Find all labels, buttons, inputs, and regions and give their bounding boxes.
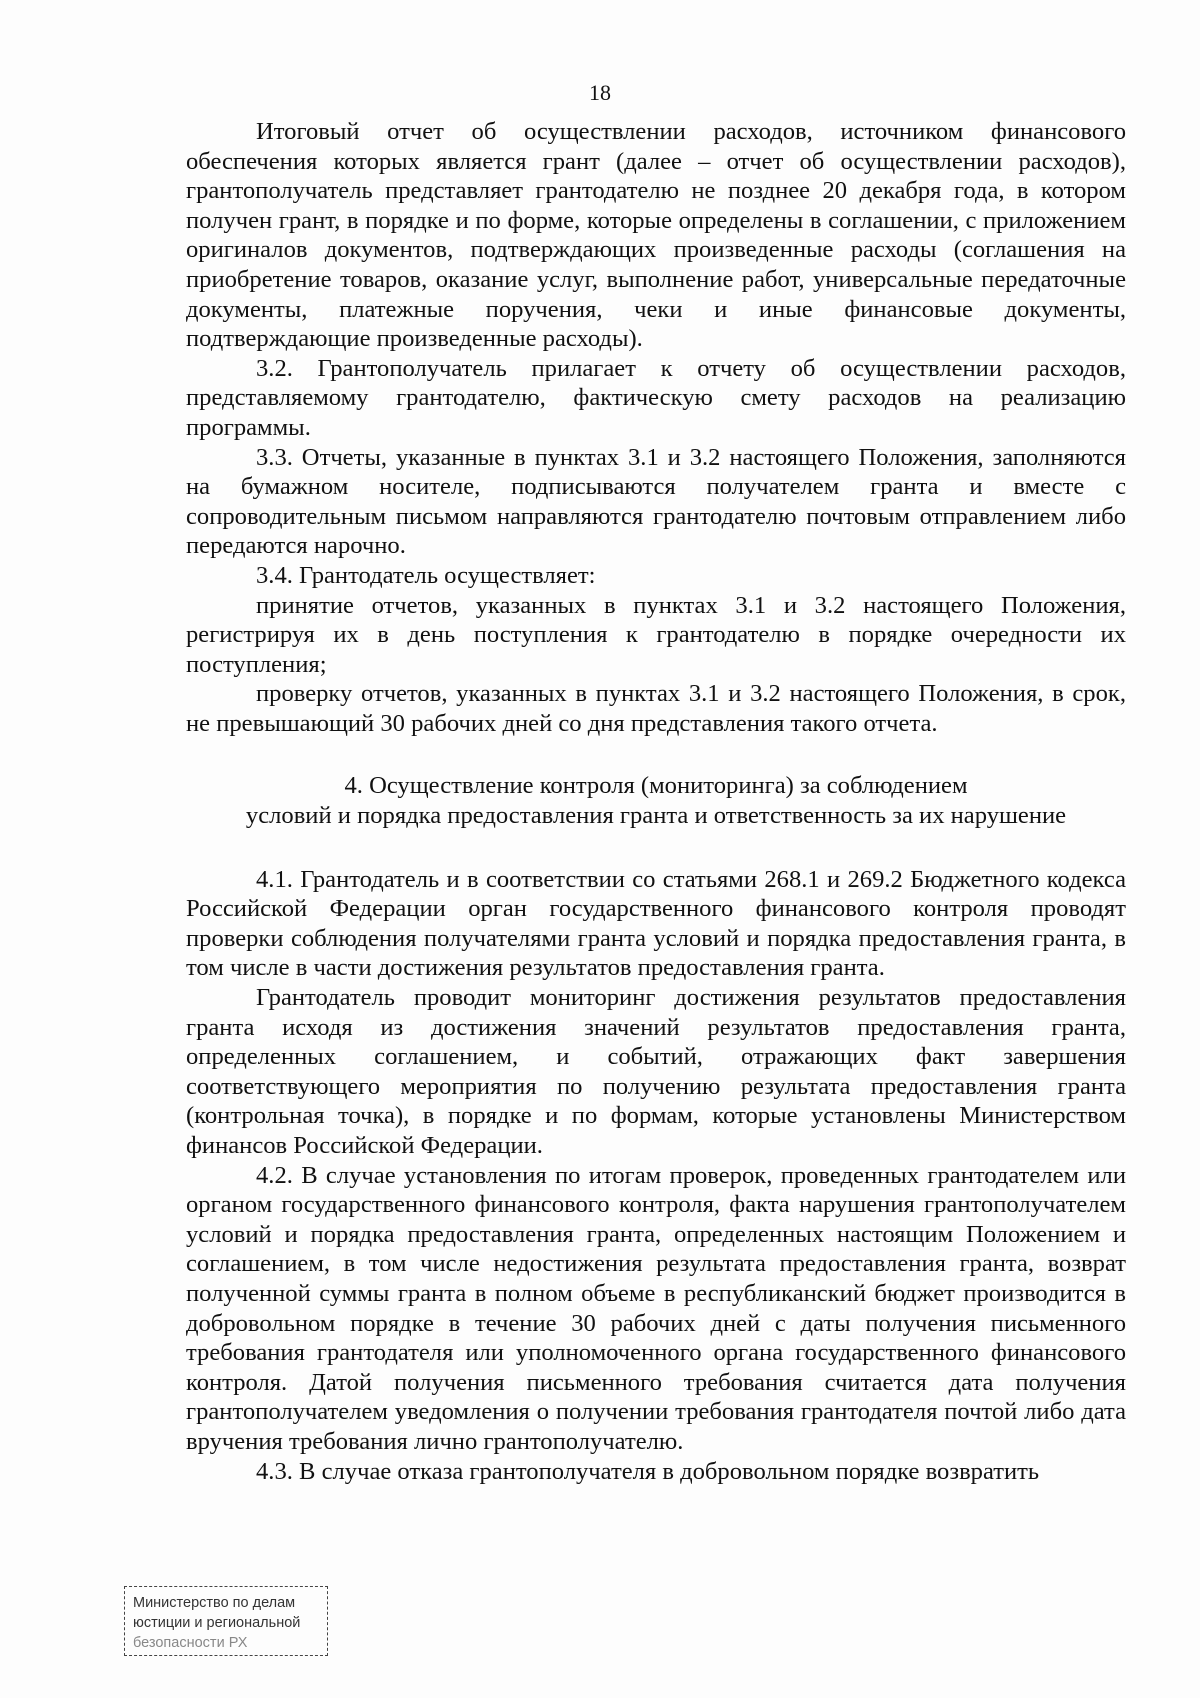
paragraph-monitoring: Грантодатель проводит мониторинг достижения результатов предоставления гранта исходя из достижения значений результатов предоставления гранта, определенных соглашением, и событий, отражающих факт завершения соответствующего мероприятия по получению результата предоставления гранта (контрольная точка), в порядке и по формам, которые установлены Министерством финансов Российской Федерации. — [186, 984, 1126, 1159]
ministry-stamp — [124, 1586, 328, 1656]
paragraph-4-1: 4.1. Грантодатель и в соответствии со статьями 268.1 и 269.2 Бюджетного кодекса Российской Федерации орган государственного финансового контроля проводят проверки соблюдения получателями гранта условий и порядка предоставления гранта, в том числе в части достижения результатов предоставления гранта. — [186, 865, 1126, 982]
stamp-line-1: Министерство по делам — [133, 1595, 296, 1611]
paragraph-3-4-acceptance: принятие отчетов, указанных в пунктах 3.1 и 3.2 настоящего Положения, регистрируя их в день поступления к грантодателю в порядке очередности их поступления; — [186, 591, 1126, 678]
section-heading-line-2: условий и порядка предоставления гранта и ответственность за их нарушение — [245, 802, 1067, 830]
paragraph-3-3: 3.3. Отчеты, указанные в пунктах 3.1 и 3.2 настоящего Положения, заполняются на бумажном носителе, подписываются получателем гранта и вместе с сопроводительным письмом направляются грантодателю почтовым отправлением либо передаются нарочно. — [186, 443, 1126, 560]
stamp-line-3: безопасности РХ — [133, 1635, 248, 1651]
stamp-line-2: юстиции и региональной — [133, 1615, 301, 1631]
paragraph-3-4: 3.4. Грантодатель осуществляет: — [256, 561, 596, 589]
section-heading-line-1: 4. Осуществление контроля (мониторинга) за соблюдением — [344, 772, 968, 800]
paragraph-3-2: 3.2. Грантополучатель прилагает к отчету об осуществлении расходов, представляемому грантодателю, фактическую смету расходов на реализацию программы. — [186, 354, 1126, 441]
page-number: 18 — [589, 80, 611, 105]
paragraph-final-report: Итоговый отчет об осуществлении расходов, источником финансового обеспечения которых является грант (далее – отчет об осуществлении расходов), грантополучатель представляет грантодателю не позднее 20 декабря года, в котором получен грант, в порядке и по форме, которые определены в соглашении, с приложением оригиналов документов, подтверждающих произведенные расходы (соглашения на приобретение товаров, оказание услуг, выполнение работ, универсальные передаточные документы, платежные поручения, чеки и иные финансовые документы, подтверждающие произведенные расходы). — [186, 118, 1126, 353]
paragraph-3-4-verification: проверку отчетов, указанных в пунктах 3.1 и 3.2 настоящего Положения, в срок, не превышающий 30 рабочих дней со дня представления такого отчета. — [186, 680, 1126, 737]
section-heading — [186, 771, 1126, 830]
document-body — [186, 117, 1126, 1486]
paragraph-4-3: 4.3. В случае отказа грантополучателя в добровольном порядке возвратить — [256, 1457, 1040, 1485]
paragraph-4-2: 4.2. В случае установления по итогам проверок, проведенных грантодателем или органом государственного финансового контроля, факта нарушения грантополучателем условий и порядка предоставления гранта, определенных настоящим Положением и соглашением, в том числе недостижения результата предоставления гранта, возврат полученной суммы гранта в полном объеме в республиканский бюджет производится в добровольном порядке в течение 30 рабочих дней с даты получения письменного требования грантодателя или уполномоченного органа государственного финансового контроля. Датой получения письменного требования считается дата получения грантополучателем уведомления о получении требования грантодателя почтой либо дата вручения требования лично грантополучателю. — [186, 1161, 1126, 1455]
